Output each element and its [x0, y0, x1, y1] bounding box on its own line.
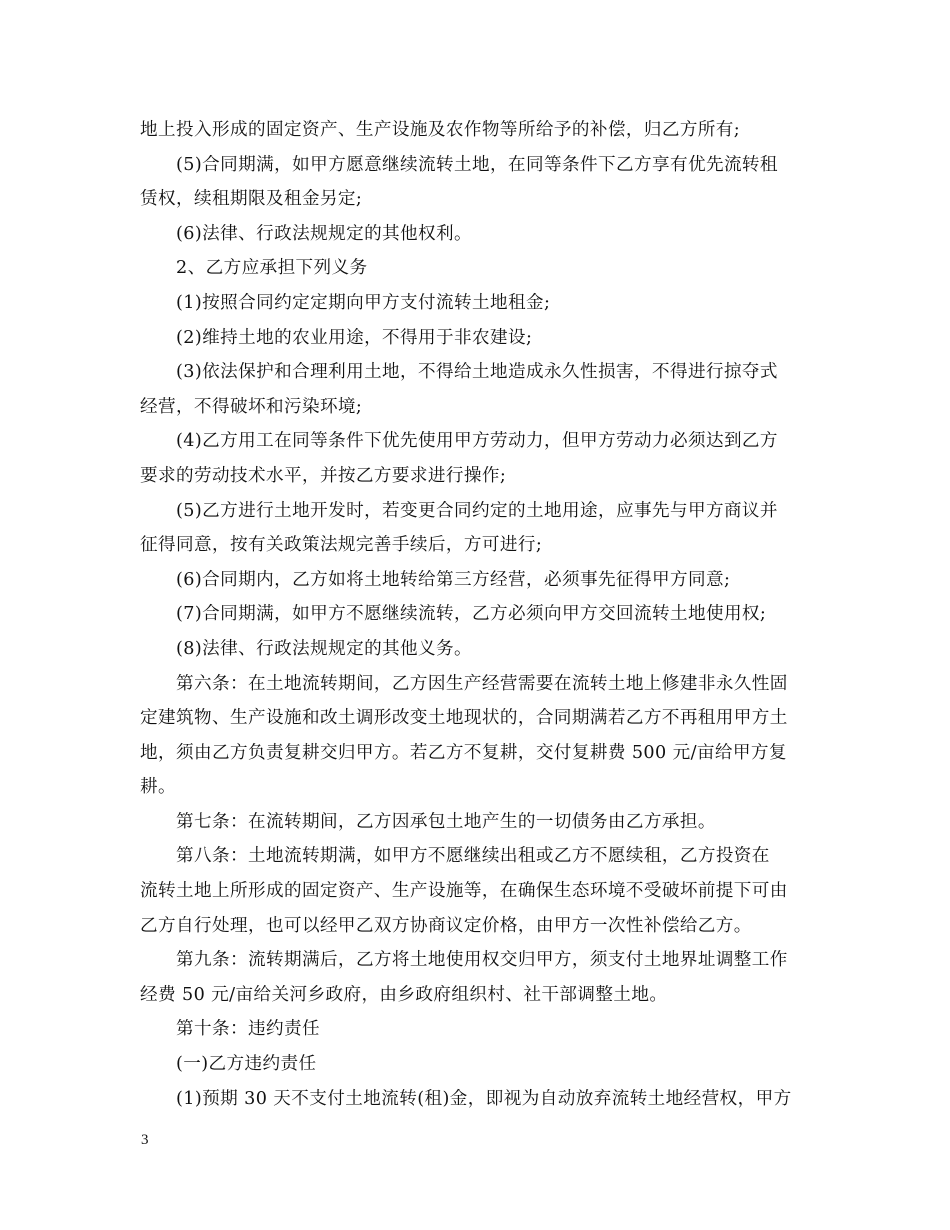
text-line: 要求的劳动技术水平，并按乙方要求进行操作; — [140, 465, 507, 486]
text-line: 经营，不得破坏和污染环境; — [140, 396, 363, 417]
text-line: 赁权，续租期限及租金另定; — [140, 189, 363, 210]
text-line: (4)乙方用工在同等条件下优先使用甲方劳动力，但甲方劳动力必须达到乙方 — [176, 431, 778, 452]
article-eight-line: 第八条：土地流转期满，如甲方不愿继续出租或乙方不愿续租，乙方投资在 — [176, 846, 770, 867]
text-line: (7)合同期满，如甲方不愿继续流转，乙方必须向甲方交回流转土地使用权; — [176, 604, 767, 625]
text-line: (5)乙方进行土地开发时，若变更合同约定的土地用途，应事先与甲方商议并 — [176, 500, 778, 521]
text-line: (1)预期 30 天不支付土地流转(租)金，即视为自动放弃流转土地经营权，甲方 — [176, 1088, 792, 1109]
text-line: (1)按照合同约定定期向甲方支付流转土地租金; — [176, 292, 551, 313]
text-line: (5)合同期满，如甲方愿意继续流转土地，在同等条件下乙方享有优先流转租 — [176, 154, 778, 175]
text-line: 征得同意，按有关政策法规完善手续后，方可进行; — [140, 535, 543, 556]
text-line: (3)依法保护和合理利用土地，不得给土地造成永久性损害，不得进行掠夺式 — [176, 362, 778, 383]
article-ten-heading: 第十条：违约责任 — [176, 1019, 320, 1040]
text-line: (6)合同期内，乙方如将土地转给第三方经营，必须事先征得甲方同意; — [176, 569, 731, 590]
article-six-line: 第六条：在土地流转期间，乙方因生产经营需要在流转土地上修建非永久性固 — [176, 673, 788, 694]
article-nine-line: 第九条：流转期满后，乙方将土地使用权交归甲方，须支付土地界址调整工作 — [176, 950, 788, 971]
text-line: (2)维持土地的农业用途，不得用于非农建设; — [176, 327, 533, 348]
text-line: 定建筑物、生产设施和改土调形改变土地现状的，合同期满若乙方不再租用甲方土 — [140, 708, 788, 729]
text-line: (6)法律、行政法规规定的其他权利。 — [176, 223, 473, 244]
article-seven-line: 第七条：在流转期间，乙方因承包土地产生的一切债务由乙方承担。 — [176, 811, 716, 832]
text-line: 地，须由乙方负责复耕交归甲方。若乙方不复耕，交付复耕费 500 元/亩给甲方复 — [140, 742, 787, 763]
subsection-heading: (一)乙方违约责任 — [176, 1054, 317, 1075]
text-line: 耕。 — [140, 777, 176, 798]
text-line: 乙方自行处理，也可以经甲乙双方协商议定价格，由甲方一次性补偿给乙方。 — [140, 915, 752, 936]
section-heading: 2、乙方应承担下列义务 — [176, 258, 368, 279]
text-line: (8)法律、行政法规规定的其他义务。 — [176, 638, 473, 659]
text-line: 流转土地上所形成的固定资产、生产设施等，在确保生态环境不受破坏前提下可由 — [140, 881, 788, 902]
text-line: 地上投入形成的固定资产、生产设施及农作物等所给予的补偿，归乙方所有; — [140, 120, 741, 140]
text-line: 经费 50 元/亩给关河乡政府，由乡政府组织村、社干部调整土地。 — [140, 984, 668, 1005]
document-body — [140, 113, 820, 1116]
page-number: 3 — [141, 1132, 149, 1148]
